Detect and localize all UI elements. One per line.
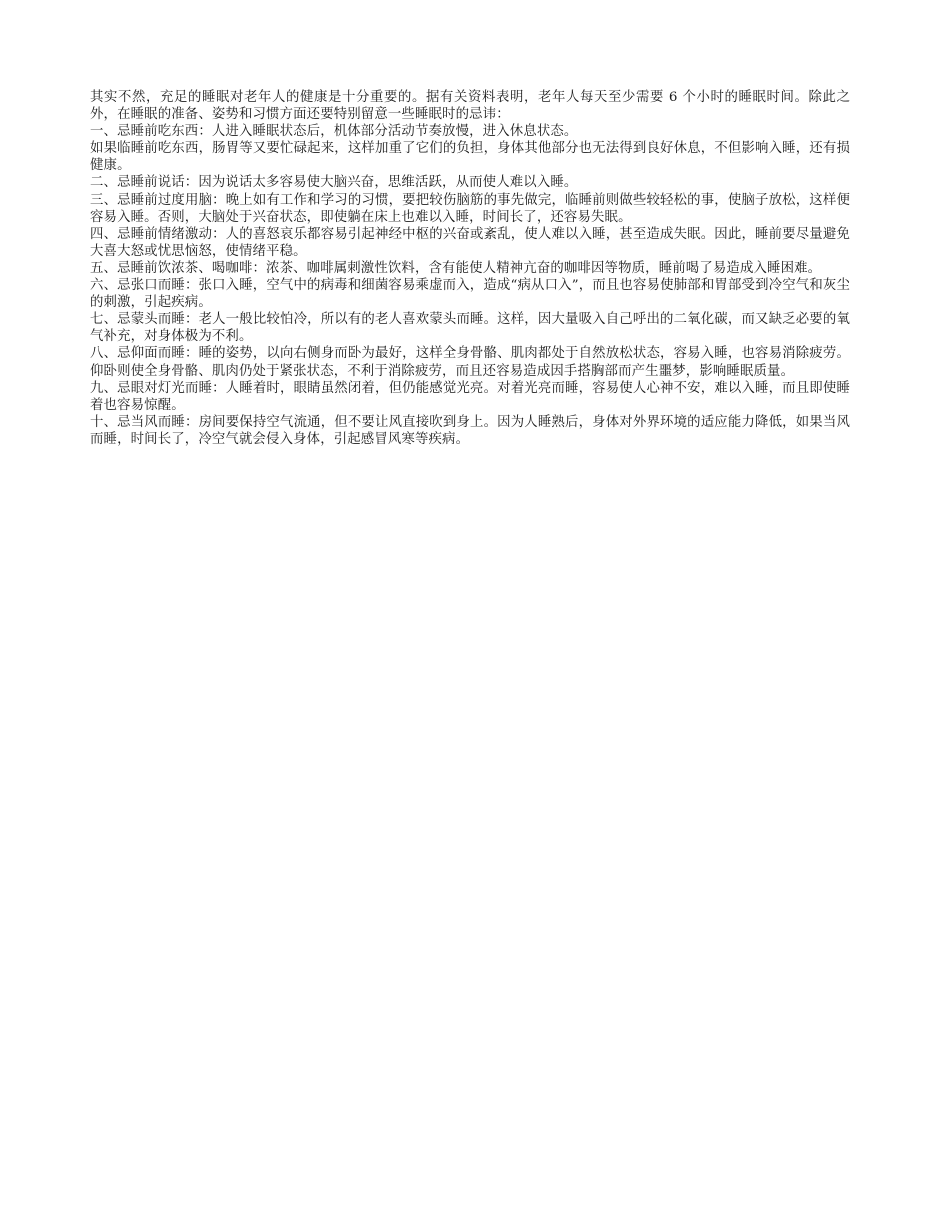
paragraph-rule-10: 十、忌当风而睡：房间要保持空气流通，但不要让风直接吹到身上。因为人睡熟后，身体对外界环境的适应能力降低，如果当风而睡，时间长了，冷空气就会侵入身体，引起感冒风寒等疾病。 <box>90 414 850 447</box>
paragraph-intro: 其实不然，充足的睡眠对老年人的健康是十分重要的。据有关资料表明，老年人每天至少需要 6 个小时的睡眠时间。除此之外，在睡眠的准备、姿势和习惯方面还要特别留意一些睡眠时的忌讳： <box>90 90 850 123</box>
paragraph-rule-5: 五、忌睡前饮浓茶、喝咖啡：浓茶、咖啡属刺激性饮料，含有能使人精神亢奋的咖啡因等物质，睡前喝了易造成入睡困难。 <box>90 260 822 276</box>
paragraph-rule-7: 七、忌蒙头而睡：老人一般比较怕冷，所以有的老人喜欢蒙头而睡。这样，因大量吸入自己呼出的二氧化碳，而又缺乏必要的氧气补充，对身体极为不利。 <box>90 312 850 345</box>
paragraph-rule-9: 九、忌眼对灯光而睡：人睡着时，眼睛虽然闭着，但仍能感觉光亮。对着光亮而睡，容易使人心神不安，难以入睡，而且即使睡着也容易惊醒。 <box>90 380 850 413</box>
paragraph-rule-2: 二、忌睡前说话：因为说话太多容易使大脑兴奋，思维活跃，从而使人难以入睡。 <box>90 175 578 191</box>
paragraph-rule-6: 六、忌张口而睡：张口入睡，空气中的病毒和细菌容易乘虚而入，造成“病从口入”，而且也容易使肺部和胃部受到冷空气和灰尘的刺激，引起疾病。 <box>90 278 850 311</box>
paragraph-rule-8: 八、忌仰面而睡：睡的姿势，以向右侧身而卧为最好，这样全身骨骼、肌肉都处于自然放松状态，容易入睡，也容易消除疲劳。仰卧则使全身骨骼、肌肉仍处于紧张状态，不利于消除疲劳，而且还容易造成因手搭胸部而产生噩梦，影响睡眠质量。 <box>90 346 850 379</box>
paragraph-rule-1-detail: 如果临睡前吃东西，肠胃等又要忙碌起来，这样加重了它们的负担，身体其他部分也无法得到良好休息，不但影响入睡，还有损健康。 <box>90 141 850 174</box>
paragraph-rule-1: 一、忌睡前吃东西：人进入睡眠状态后，机体部分活动节奏放慢，进入休息状态。 <box>90 124 578 140</box>
paragraph-rule-4: 四、忌睡前情绪激动：人的喜怒哀乐都容易引起神经中枢的兴奋或紊乱，使人难以入睡，甚至造成失眠。因此，睡前要尽量避免大喜大怒或忧思恼怒，使情绪平稳。 <box>90 226 850 259</box>
document-body <box>90 89 850 448</box>
paragraph-rule-3: 三、忌睡前过度用脑：晚上如有工作和学习的习惯，要把较伤脑筋的事先做完，临睡前则做些较轻松的事，使脑子放松，这样便容易入睡。否则，大脑处于兴奋状态，即使躺在床上也难以入睡，时间长了，还容易失眠。 <box>90 192 850 225</box>
